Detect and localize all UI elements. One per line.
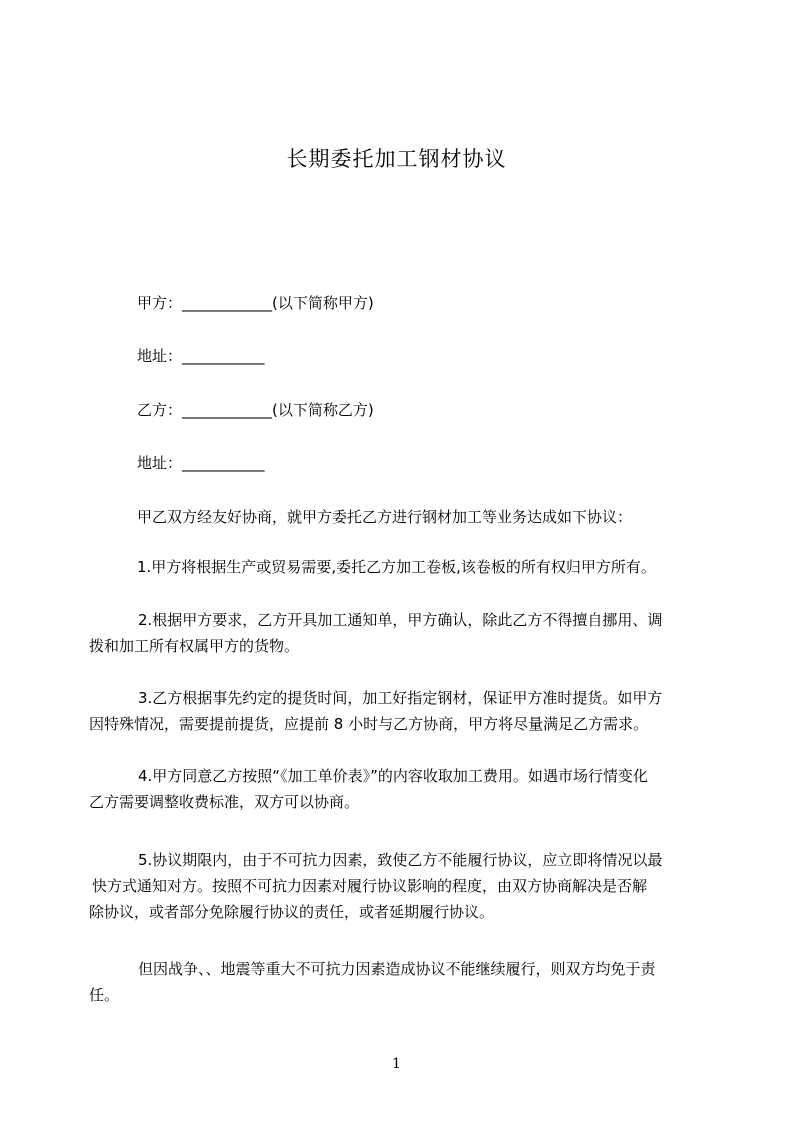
party-b-address-line: 地址：___________ xyxy=(137,454,265,472)
document-title: 长期委托加工钢材协议 xyxy=(286,147,507,171)
clause-5 xyxy=(89,847,708,925)
page-number: 1 xyxy=(392,1056,401,1072)
closing-line-1: 但因战争、、地震等重大不可抗力因素造成协议不能继续履行，则双方均免于责 xyxy=(138,960,656,978)
closing-paragraph xyxy=(89,956,708,1008)
clause-4 xyxy=(89,763,708,815)
clause-3 xyxy=(89,685,708,737)
clause-2-line-1-text: 2.根据甲方要求，乙方开具加工通知单，甲方确认，除此乙方不得擅自挪用、调 xyxy=(138,611,663,629)
clause-3-line-2: 因特殊情况，需要提前提货，应提前 8 小时与乙方协商，甲方将尽量满足乙方需求。 xyxy=(89,715,649,733)
party-a-line: 甲方：____________(以下简称甲方) xyxy=(137,294,374,312)
clause-5-line-1: 5.协议期限内，由于不可抗力因素，致使乙方不能履行协议，应立即将情况以最 xyxy=(138,851,663,869)
clause-1-line-1: 1.甲方将根据生产或贸易需要,委托乙方加工卷板,该卷板的所有权归甲方所有。 xyxy=(137,558,656,576)
clause-4-line-1: 4.甲方同意乙方按照“《加工单价表》”的内容收取加工费用。如遇市场行情变化 xyxy=(138,767,648,785)
clause-4-line-2: 乙方需要调整收费标准，双方可以协商。 xyxy=(89,793,360,811)
party-b-line: 乙方：____________(以下简称乙方) xyxy=(137,401,374,419)
party-a-address-line: 地址：___________ xyxy=(137,347,265,365)
closing-line-2: 任。 xyxy=(89,986,120,1004)
clause-2-line-2: 拨和加工所有权属甲方的货物。 xyxy=(89,637,300,655)
clause-3-line-1: 3.乙方根据事先约定的提货时间，加工好指定钢材，保证甲方准时提货。如甲方 xyxy=(138,689,663,707)
clause-1 xyxy=(137,554,707,580)
clause-2 xyxy=(89,607,708,659)
clause-5-line-3: 除协议，或者部分免除履行协议的责任，或者延期履行协议。 xyxy=(89,903,495,921)
intro-paragraph: 甲乙双方经友好协商，就甲方委托乙方进行钢材加工等业务达成如下协议： xyxy=(137,508,633,526)
clause-5-line-2: 快方式通知对方。按照不可抗力因素对履行协议影响的程度，由双方协商解决是否解 xyxy=(92,877,648,895)
